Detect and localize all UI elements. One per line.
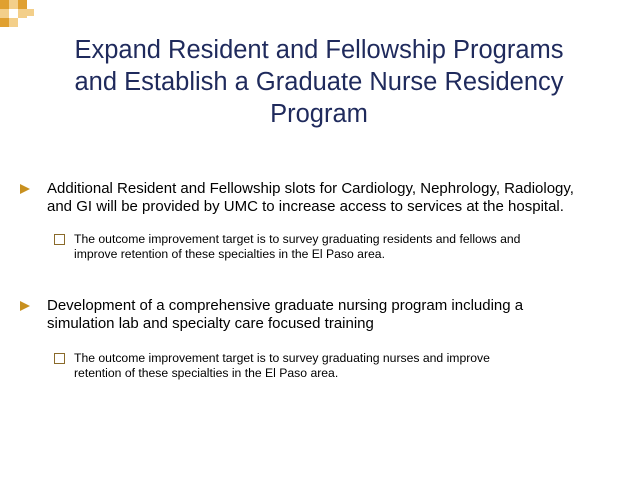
title-line: Expand Resident and Fellowship Programs [74, 36, 564, 64]
sub-bullet-line: retention of these specialties in the El Paso area. [74, 366, 339, 380]
bullet-arrow-icon [20, 184, 30, 194]
sub-bullet-text [74, 351, 614, 381]
bullet-line: simulation lab and specialty care focused training [47, 315, 374, 332]
square-bullet-icon [54, 353, 65, 364]
bullet-line: Development of a comprehensive graduate nursing program including a [47, 297, 524, 314]
title-line: Program [270, 100, 368, 128]
sub-bullet-text [74, 232, 614, 262]
bullet-line: and GI will be provided by UMC to increase access to services at the hospital. [47, 198, 564, 215]
square-bullet-icon [54, 234, 65, 245]
bullet-arrow-icon [20, 301, 30, 311]
bullet-line: Additional Resident and Fellowship slots for Cardiology, Nephrology, Radiology, [47, 180, 574, 197]
sub-bullet-line: improve retention of these specialties in the El Paso area. [74, 247, 385, 261]
sub-bullet-line: The outcome improvement target is to survey graduating residents and fellows and [74, 232, 521, 246]
title-line: and Establish a Graduate Nurse Residency [74, 68, 564, 96]
bullet-text [47, 180, 627, 216]
slide-title [30, 34, 608, 130]
bullet-text [47, 297, 627, 333]
sub-bullet-line: The outcome improvement target is to survey graduating nurses and improve [74, 351, 490, 365]
